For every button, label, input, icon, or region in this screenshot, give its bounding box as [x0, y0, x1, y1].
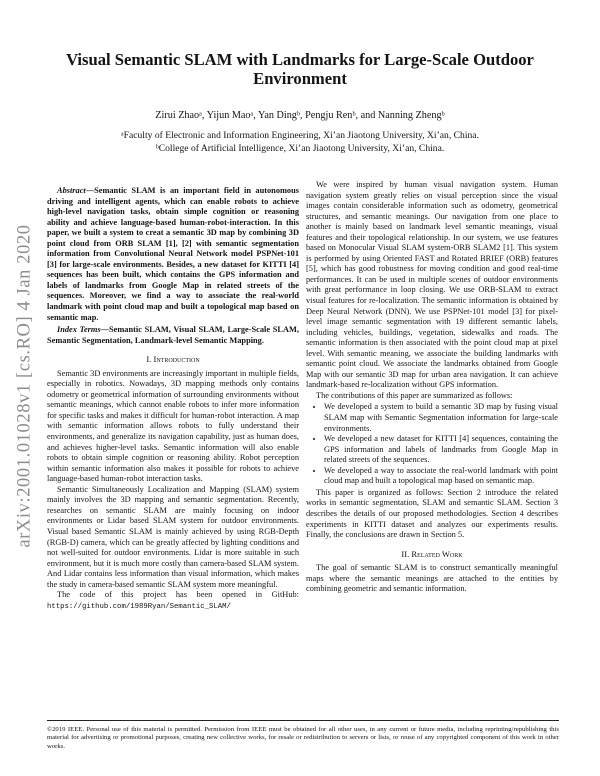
contribution-item: • We developed a system to build a semantic 3D map by fusing visual SLAM map with Semantic Segmentation information for large-scale environments.	[324, 402, 558, 434]
footnote-divider	[47, 720, 559, 721]
contribution-item: • We developed a new dataset for KITTI [4] sequences, containing the GPS information and labels of landmarks from Google Map in related streets of the sequences.	[324, 434, 558, 466]
related-work-paragraph-1: The goal of semantic SLAM is to construct semantically meaningful maps where the semantic meanings are attached to the entities by combining geometric and semantic information.	[306, 563, 558, 594]
contribution-item: • We developed a way to associate the real-world landmark with point cloud map and built a topological map based on semantic map.	[324, 466, 558, 487]
paper-title: Visual Semantic SLAM with Landmarks for Large-Scale Outdoor Environment	[66, 50, 534, 88]
affiliation-b: ᵇCollege of Artificial Intelligence, Xi’an Jiaotong University, Xi’an, China.	[155, 142, 445, 154]
section-heading-introduction: I. Introduction	[146, 354, 200, 365]
affiliation-a: ᵃFaculty of Electronic and Information Engineering, Xi’an Jiaotong University, Xi’an, China.	[121, 130, 479, 141]
affiliations	[58, 130, 542, 155]
github-link[interactable]: https://github.com/1989Ryan/Semantic_SLAM/	[47, 602, 231, 611]
abstract-text: —Semantic SLAM is an important field in autonomous driving and intelligent agents, which can enable robots to achieve high-level navigation tasks, obtain simple cognition or reasoning ability and achieve language-based human-robot-interaction. In this paper, we built a system to creat a semantic 3D map by combining 3D point cloud from ORB SLAM [1], [2] with semantic segmentation information from Convolutional Neural Network model PSPNet-101 [3] for large-scale environments. Besides, a new dataset for KITTI [4] sequences has been built, which contains the GPS information and labels of landmarks from Google Map in related streets of the sequences. Moreover, we find a way to associate the real-world landmark with point cloud map and built a topological map based on semantic map.	[47, 186, 299, 322]
index-terms-text: —Semantic SLAM, Visual SLAM, Large-Scale SLAM, Semantic Segmentation, Landmark-level Semantic Mapping.	[47, 325, 299, 345]
author-list: Zirui Zhaoᵃ, Yijun Maoᵃ, Yan Dingᵇ, Pengju Renᵇ, and Nanning Zhengᵇ	[155, 110, 445, 121]
inspiration-paragraph: We were inspired by human visual navigation system. Human navigation system greatly relies on visual perception since the visual images contain considerable information such as odometry, geometrical structures, and semantic meanings. Our navigation from one place to another is mainly based on landmark level semantic meanings, visual features and their topological relationship. In our system, we use features based on Monocular Visual SLAM system-ORB SLAM2 [1]. This system is performed by using Oriented FAST and Rotated BRIEF (ORB) features [5], which has good robustness for moving condition and good real-time performances. It can be used in multiple scenes of outdoor environments with great performance in loop closing. We use ORB-SLAM to extract visual features for re-localization. The semantic information is obtained by Deep Neural Network (DNN). We use PSPNet-101 model [3] for pixel-level image semantic segmentation with 19 different semantic labels, including vehicles, buildings, vegetation, sidewalks and roads. The semantic information is then associated with the point cloud map at pixel level. With semantic meaning, we associate the building landmarks with semantic point cloud. We associate the landmarks obtained from Google Map with our semantic 3D map for urban area navigation. It can achieve landmark-based re-localization without GPS information.	[306, 180, 558, 390]
right-column	[306, 180, 558, 595]
contributions-intro: The contributions of this paper are summarized as follows:	[316, 390, 513, 400]
index-terms	[47, 325, 299, 346]
code-note-text: The code of this project has been opened in GitHub:	[57, 590, 299, 600]
code-availability-note	[47, 590, 299, 612]
left-column	[47, 186, 299, 612]
abstract-label: Abstract	[57, 186, 86, 195]
index-terms-label: Index Terms	[57, 325, 101, 335]
arxiv-identifier: arXiv:2001.01028v1 [cs.RO] 4 Jan 2020	[14, 224, 35, 548]
intro-paragraph-1: Semantic 3D environments are increasingly important in multiple fields, especially in robotics. Nowadays, 3D mapping methods only contains odometry or geometrical information of surrounding environments without semantic meanings, which cannot enable robots to infer more information for specific tasks and makes it difficult for human-robot interaction. A map with semantic information allows robots to fully understand their environments, and generalize its navigation capability, just as human does, and achieves higher-level tasks. Semantic information will also enable robots to obtain simple cognition or reasoning ability. Robot perception within semantic information also makes it possible for robots to achieve language-based human-robot interaction tasks.	[47, 368, 299, 484]
arxiv-sidebar	[8, 200, 42, 572]
contributions-list	[306, 402, 558, 486]
section-heading-related-work: II. Related Work	[401, 548, 463, 559]
organization-paragraph: This paper is organized as follows: Section 2 introduce the related works in semantic segmentation, SLAM and semantic SLAM. Section 3 describes the details of our proposed methodologies. Section 4 describes experiments in KITTI dataset and analyzes our experiments results. Finally, the conclusions are drawn in Section 5.	[306, 487, 558, 540]
copyright-footnote: ©2019 IEEE. Personal use of this material is permitted. Permission from IEEE must be obtained for all other uses, in any current or future media, including reprinting/republishing this material for advertising or promotional purposes, creating new collective works, for resale or redistribution to servers or lists, or reuse of any copyrighted component of this work in other works.	[47, 726, 559, 750]
abstract	[47, 186, 299, 323]
intro-paragraph-2: Semantic Simultaneously Localization and Mapping (SLAM) system mainly involves the 3D mapping and semantic segmentation. Recently, researches on semantic SLAM are mainly focusing on indoor environments or Lidar based SLAM system for outdoor environments. Visual based Semantic SLAM is mainly achieved by using RGB-Depth (RGB-D) camera, which can be greatly affected by lighting conditions and not well-suited for outdoor environments. Lidar is more suitable in such environment, but it is much more costly than camera-based SLAM system. And Lidar contains less information than visual information, which makes the study in camera-based semantic SLAM system more meaningful.	[47, 484, 299, 589]
